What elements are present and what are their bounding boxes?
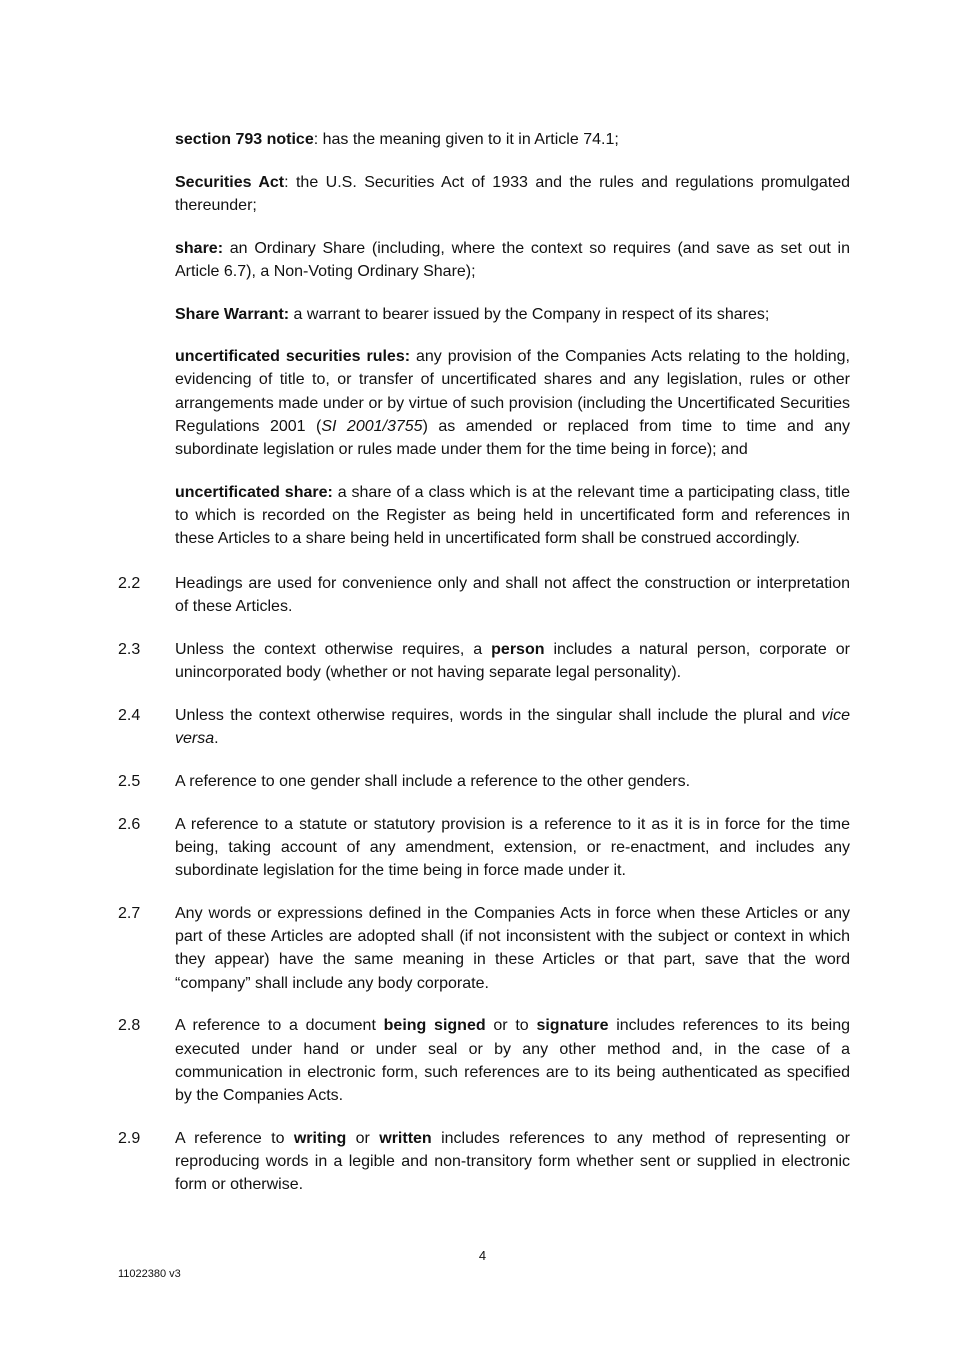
clause-2-9: [118, 1127, 850, 1197]
clause-number: 2.7: [118, 905, 141, 922]
clause-text-part: includes a natural person, corporate or unincorporated body (whether or not having separate legal personality).: [175, 641, 850, 682]
clause-text-part: includes references to its being executed under hand or under seal or by any other method and, in the case of a communication in electronic form, such references are to its being authenticated as specified by the Companies Acts.: [175, 1017, 851, 1105]
clause-text-part: or to: [485, 1017, 537, 1035]
clause-text: Any words or expressions defined in the Companies Acts in force when these Articles or any part of these Articles are adopted shall (if not inconsistent with the subject or context in which they appear) have the same meaning in these Articles or that part, save that the word “company” shall include any body corporate.: [175, 905, 850, 992]
latin-phrase: vice versa: [175, 707, 850, 748]
definition-section-793-notice: [175, 128, 850, 151]
definition-term: Securities Act: [175, 173, 285, 191]
clauses-list: [118, 572, 850, 1216]
definition-text: a warrant to bearer issued by the Company in respect of its shares;: [289, 305, 770, 323]
definition-term: share:: [175, 239, 224, 257]
definition-term: uncertificated share:: [175, 483, 333, 501]
clause-number: 2.8: [118, 1017, 141, 1035]
clause-text: [175, 704, 850, 750]
clause-text-part: includes references to any method of representing or reproducing words in a legible and non-transitory form whether sent or supplied in electronic form or otherwise.: [175, 1129, 850, 1194]
clause-text: A reference to one gender shall include a reference to the other genders.: [175, 773, 691, 790]
definition-text: a share of a class which is at the relevant time a participating class, title to which is recorded on the Register as being held in uncertificated form and references in these Articles to a share being held in uncertificated form shall be construed accordingly.: [175, 483, 850, 548]
definition-text-continued: ) as amended or replaced from time to time and any subordinate legislation or rules made under them for the time being in force); and: [175, 417, 850, 459]
clause-number: 2.3: [118, 641, 141, 658]
definition-text: an Ordinary Share (including, where the context so requires (and save as set out in Article 6.7), a Non-Voting Ordinary Share);: [175, 239, 850, 280]
clause-text: [175, 638, 850, 684]
clause-text: [175, 1127, 850, 1197]
defined-term: writing: [293, 1129, 347, 1147]
clause-text-part: A reference to: [175, 1129, 294, 1147]
clause-text-part: or: [346, 1129, 380, 1147]
clause-2-4: [118, 704, 850, 750]
defined-term: person: [491, 641, 545, 658]
clause-2-2: [118, 572, 850, 618]
definition-term: uncertificated securities rules:: [175, 348, 411, 366]
definitions-list: [175, 128, 850, 550]
defined-term: written: [379, 1129, 432, 1147]
clause-2-8: [118, 1014, 850, 1107]
definition-securities-act: [175, 171, 850, 217]
clause-number: 2.4: [118, 707, 141, 724]
document-reference: 11022380 v3: [118, 1268, 181, 1280]
clause-text-part: Unless the context otherwise requires, words in the singular shall include the plural and: [175, 707, 822, 724]
definition-text: : the U.S. Securities Act of 1933 and the rules and regulations promulgated thereunder;: [175, 173, 850, 214]
definition-text: : has the meaning given to it in Article 74.1;: [313, 131, 619, 148]
definition-share: [175, 237, 850, 283]
clause-number: 2.6: [118, 815, 141, 833]
clause-number: 2.9: [118, 1129, 141, 1147]
clause-text: Headings are used for convenience only and shall not affect the construction or interpretation of these Articles.: [175, 575, 850, 616]
clause-2-3: [118, 638, 850, 684]
clause-text-part: Unless the context otherwise requires, a: [175, 641, 492, 658]
clause-text-part: .: [214, 730, 219, 748]
clause-text: A reference to a statute or statutory provision is a reference to it as it is in force for the time being, taking account of any amendment, extension, or re-enactment, and includes any subordinate legislation for the time being in force made under it.: [175, 815, 850, 880]
clause-2-6: [118, 813, 850, 883]
clause-2-7: [118, 902, 850, 995]
definition-share-warrant: [175, 303, 850, 326]
definition-citation: SI 2001/3755: [321, 417, 423, 435]
definition-term: Share Warrant:: [175, 305, 290, 323]
definition-uncertificated-securities-rules: [175, 345, 850, 461]
definition-term: section 793 notice: [175, 131, 314, 148]
defined-term: signature: [536, 1017, 609, 1035]
clause-text: [175, 1014, 850, 1107]
clause-number: 2.5: [118, 773, 141, 790]
clause-text-part: A reference to a document: [175, 1017, 384, 1035]
definition-text: any provision of the Companies Acts relating to the holding, evidencing of title to, or transfer of uncertificated shares and any legislation, rules or other arrangements made under or by virtue of such provision (including the Uncertificated Securities Regulations 2001 (: [175, 348, 850, 435]
page-number: 4: [478, 1248, 487, 1263]
clause-2-5: [118, 770, 850, 793]
defined-term: being signed: [383, 1017, 486, 1035]
definition-uncertificated-share: [175, 481, 850, 551]
clause-number: 2.2: [118, 575, 141, 592]
